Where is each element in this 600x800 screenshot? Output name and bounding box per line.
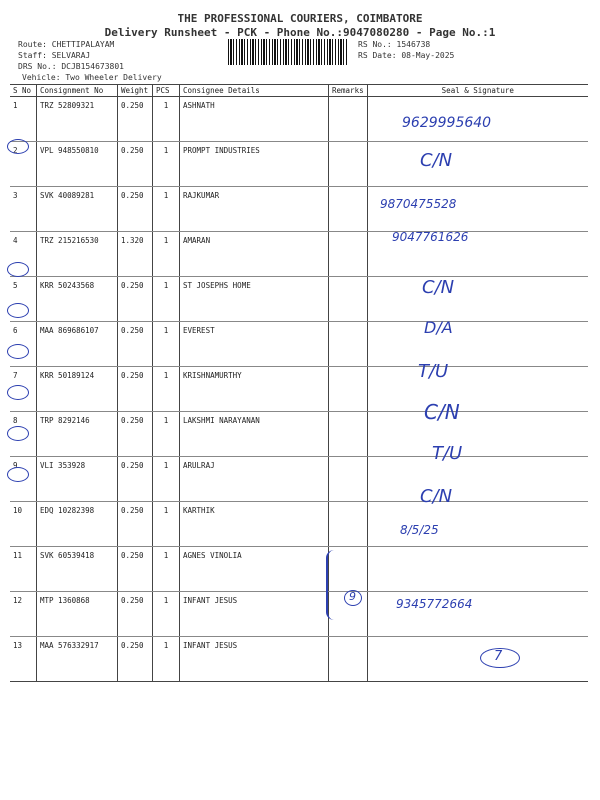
cell-pcs: 1	[153, 187, 180, 232]
cell-consignment: MAA 576332917	[37, 637, 118, 682]
cell-weight: 0.250	[118, 637, 153, 682]
column-header: Consignee Details	[180, 85, 329, 97]
cell-consignee: INFANT JESUS	[180, 592, 329, 637]
cell-remarks	[329, 187, 368, 232]
cell-signature	[367, 322, 588, 367]
table-row	[10, 547, 588, 592]
sno-circle-mark	[7, 344, 29, 359]
table-row	[10, 277, 588, 322]
column-header: Seal & Signature	[367, 85, 588, 97]
cell-signature	[367, 457, 588, 502]
handwritten-signature: C/N	[422, 277, 455, 298]
cell-weight: 0.250	[118, 322, 153, 367]
handwritten-signature: C/N	[424, 400, 460, 424]
cell-weight: 0.250	[118, 547, 153, 592]
cell-sno: 7	[10, 367, 37, 412]
cell-pcs: 1	[153, 547, 180, 592]
table-row	[10, 322, 588, 367]
cell-pcs: 1	[153, 637, 180, 682]
cell-pcs: 1	[153, 277, 180, 322]
cell-consignee: INFANT JESUS	[180, 637, 329, 682]
handwritten-signature: D/A	[424, 318, 453, 337]
cell-consignee: AGNES VINOLIA	[180, 547, 329, 592]
cell-consignment: MAA 869686107	[37, 322, 118, 367]
cell-consignment: SVK 40089281	[37, 187, 118, 232]
document-title: THE PROFESSIONAL COURIERS, COIMBATORE	[177, 12, 423, 25]
cell-sno: 5	[10, 277, 37, 322]
cell-consignment: VPL 948550810	[37, 142, 118, 187]
table-row	[10, 367, 588, 412]
cell-weight: 0.250	[118, 367, 153, 412]
cell-remarks	[329, 457, 368, 502]
table-row	[10, 457, 588, 502]
cell-sno: 12	[10, 592, 37, 637]
cell-sno: 13	[10, 637, 37, 682]
column-header: Remarks	[329, 85, 368, 97]
cell-consignment: SVK 60539418	[37, 547, 118, 592]
handwritten-signature: C/N	[420, 150, 453, 171]
cell-consignee: AMARAN	[180, 232, 329, 277]
cell-pcs: 1	[153, 322, 180, 367]
handwritten-signature: T/U	[418, 361, 449, 382]
cell-consignee: ST JOSEPHS HOME	[180, 277, 329, 322]
handwritten-signature: 9345772664	[396, 597, 473, 611]
cell-signature	[367, 367, 588, 412]
cell-consignee: ARULRAJ	[180, 457, 329, 502]
cell-consignment: EDQ 10282398	[37, 502, 118, 547]
barcode	[228, 39, 348, 65]
handwritten-signature: 9870475528	[380, 197, 457, 211]
cell-consignee: PROMPT INDUSTRIES	[180, 142, 329, 187]
sno-circle-mark	[7, 426, 29, 441]
cell-weight: 0.250	[118, 142, 153, 187]
cell-sno: 4	[10, 232, 37, 277]
sno-circle-mark	[7, 262, 29, 277]
cell-signature	[367, 277, 588, 322]
drs-number: DRS No.: DCJB154673801	[18, 62, 124, 71]
handwritten-signature: 9629995640	[402, 115, 492, 131]
rs-number: RS No.: 1546738	[358, 40, 431, 49]
rs-date: RS Date: 08-May-2025	[358, 51, 455, 60]
cell-sno: 8	[10, 412, 37, 457]
cell-consignment: TRZ 215216530	[37, 232, 118, 277]
cell-sno: 1	[10, 97, 37, 142]
cell-consignee: LAKSHMI NARAYANAN	[180, 412, 329, 457]
cell-sno: 11	[10, 547, 37, 592]
cell-consignee: KRISHNAMURTHY	[180, 367, 329, 412]
cell-consignment: TRP 8292146	[37, 412, 118, 457]
cell-pcs: 1	[153, 592, 180, 637]
table-row	[10, 142, 588, 187]
cell-sno: 10	[10, 502, 37, 547]
cell-consignment: VLI 353928	[37, 457, 118, 502]
handwritten-signature: C/N	[420, 486, 453, 507]
cell-sno: 9	[10, 457, 37, 502]
cell-consignment: KRR 50243568	[37, 277, 118, 322]
column-header: PCS	[153, 85, 180, 97]
cell-pcs: 1	[153, 232, 180, 277]
cell-remarks	[329, 367, 368, 412]
cell-weight: 0.250	[118, 277, 153, 322]
cell-consignee: RAJKUMAR	[180, 187, 329, 232]
cell-consignment: TRZ 52809321	[37, 97, 118, 142]
cell-pcs: 1	[153, 412, 180, 457]
cell-pcs: 1	[153, 142, 180, 187]
cell-signature	[367, 142, 588, 187]
handwritten-signature: T/U	[432, 443, 463, 464]
cell-remarks	[329, 502, 368, 547]
table-row	[10, 592, 588, 637]
cell-consignment: MTP 1360868	[37, 592, 118, 637]
route-label: Route: CHETTIPALAYAM	[18, 40, 115, 49]
cell-signature	[367, 547, 588, 592]
sno-circle-mark	[7, 467, 29, 482]
table-row	[10, 187, 588, 232]
table-row	[10, 412, 588, 457]
handwritten-bracket	[326, 550, 340, 620]
column-header: Weight	[118, 85, 153, 97]
cell-sno: 3	[10, 187, 37, 232]
sno-circle-mark	[7, 303, 29, 318]
handwritten-signature: 8/5/25	[400, 523, 439, 537]
cell-weight: 0.250	[118, 412, 153, 457]
cell-pcs: 1	[153, 367, 180, 412]
cell-weight: 1.320	[118, 232, 153, 277]
cell-remarks	[329, 232, 368, 277]
cell-signature	[367, 412, 588, 457]
column-header: Consignment No	[37, 85, 118, 97]
cell-remarks	[329, 412, 368, 457]
cell-remarks	[329, 97, 368, 142]
page-total-mark: 7	[494, 649, 503, 664]
cell-weight: 0.250	[118, 457, 153, 502]
table-row	[10, 502, 588, 547]
cell-weight: 0.250	[118, 592, 153, 637]
cell-pcs: 1	[153, 502, 180, 547]
runsheet-table	[10, 84, 588, 682]
cell-sno: 6	[10, 322, 37, 367]
cell-remarks	[329, 142, 368, 187]
cell-sno: 2	[10, 142, 37, 187]
cell-consignee: EVEREST	[180, 322, 329, 367]
cell-pcs: 1	[153, 97, 180, 142]
cell-remarks	[329, 322, 368, 367]
column-header: S No	[10, 85, 37, 97]
cell-consignment: KRR 50189124	[37, 367, 118, 412]
table-row	[10, 232, 588, 277]
cell-remarks	[329, 637, 368, 682]
cell-weight: 0.250	[118, 187, 153, 232]
cell-remarks	[329, 277, 368, 322]
sno-circle-mark	[7, 139, 29, 154]
cell-consignee: KARTHIK	[180, 502, 329, 547]
sno-circle-mark	[7, 385, 29, 400]
table-header-row	[10, 85, 588, 97]
cell-weight: 0.250	[118, 97, 153, 142]
cell-signature	[367, 637, 588, 682]
cell-consignee: ASHNATH	[180, 97, 329, 142]
table-row	[10, 97, 588, 142]
cell-pcs: 1	[153, 457, 180, 502]
cell-weight: 0.250	[118, 502, 153, 547]
document-subtitle: Delivery Runsheet - PCK - Phone No.:9047080280 - Page No.:1	[104, 26, 496, 39]
row13-mark: 9	[349, 590, 356, 603]
staff-label: Staff: SELVARAJ	[18, 51, 91, 60]
vehicle-label: Vehicle: Two Wheeler Delivery	[22, 73, 162, 82]
handwritten-signature: 9047761626	[392, 230, 469, 244]
